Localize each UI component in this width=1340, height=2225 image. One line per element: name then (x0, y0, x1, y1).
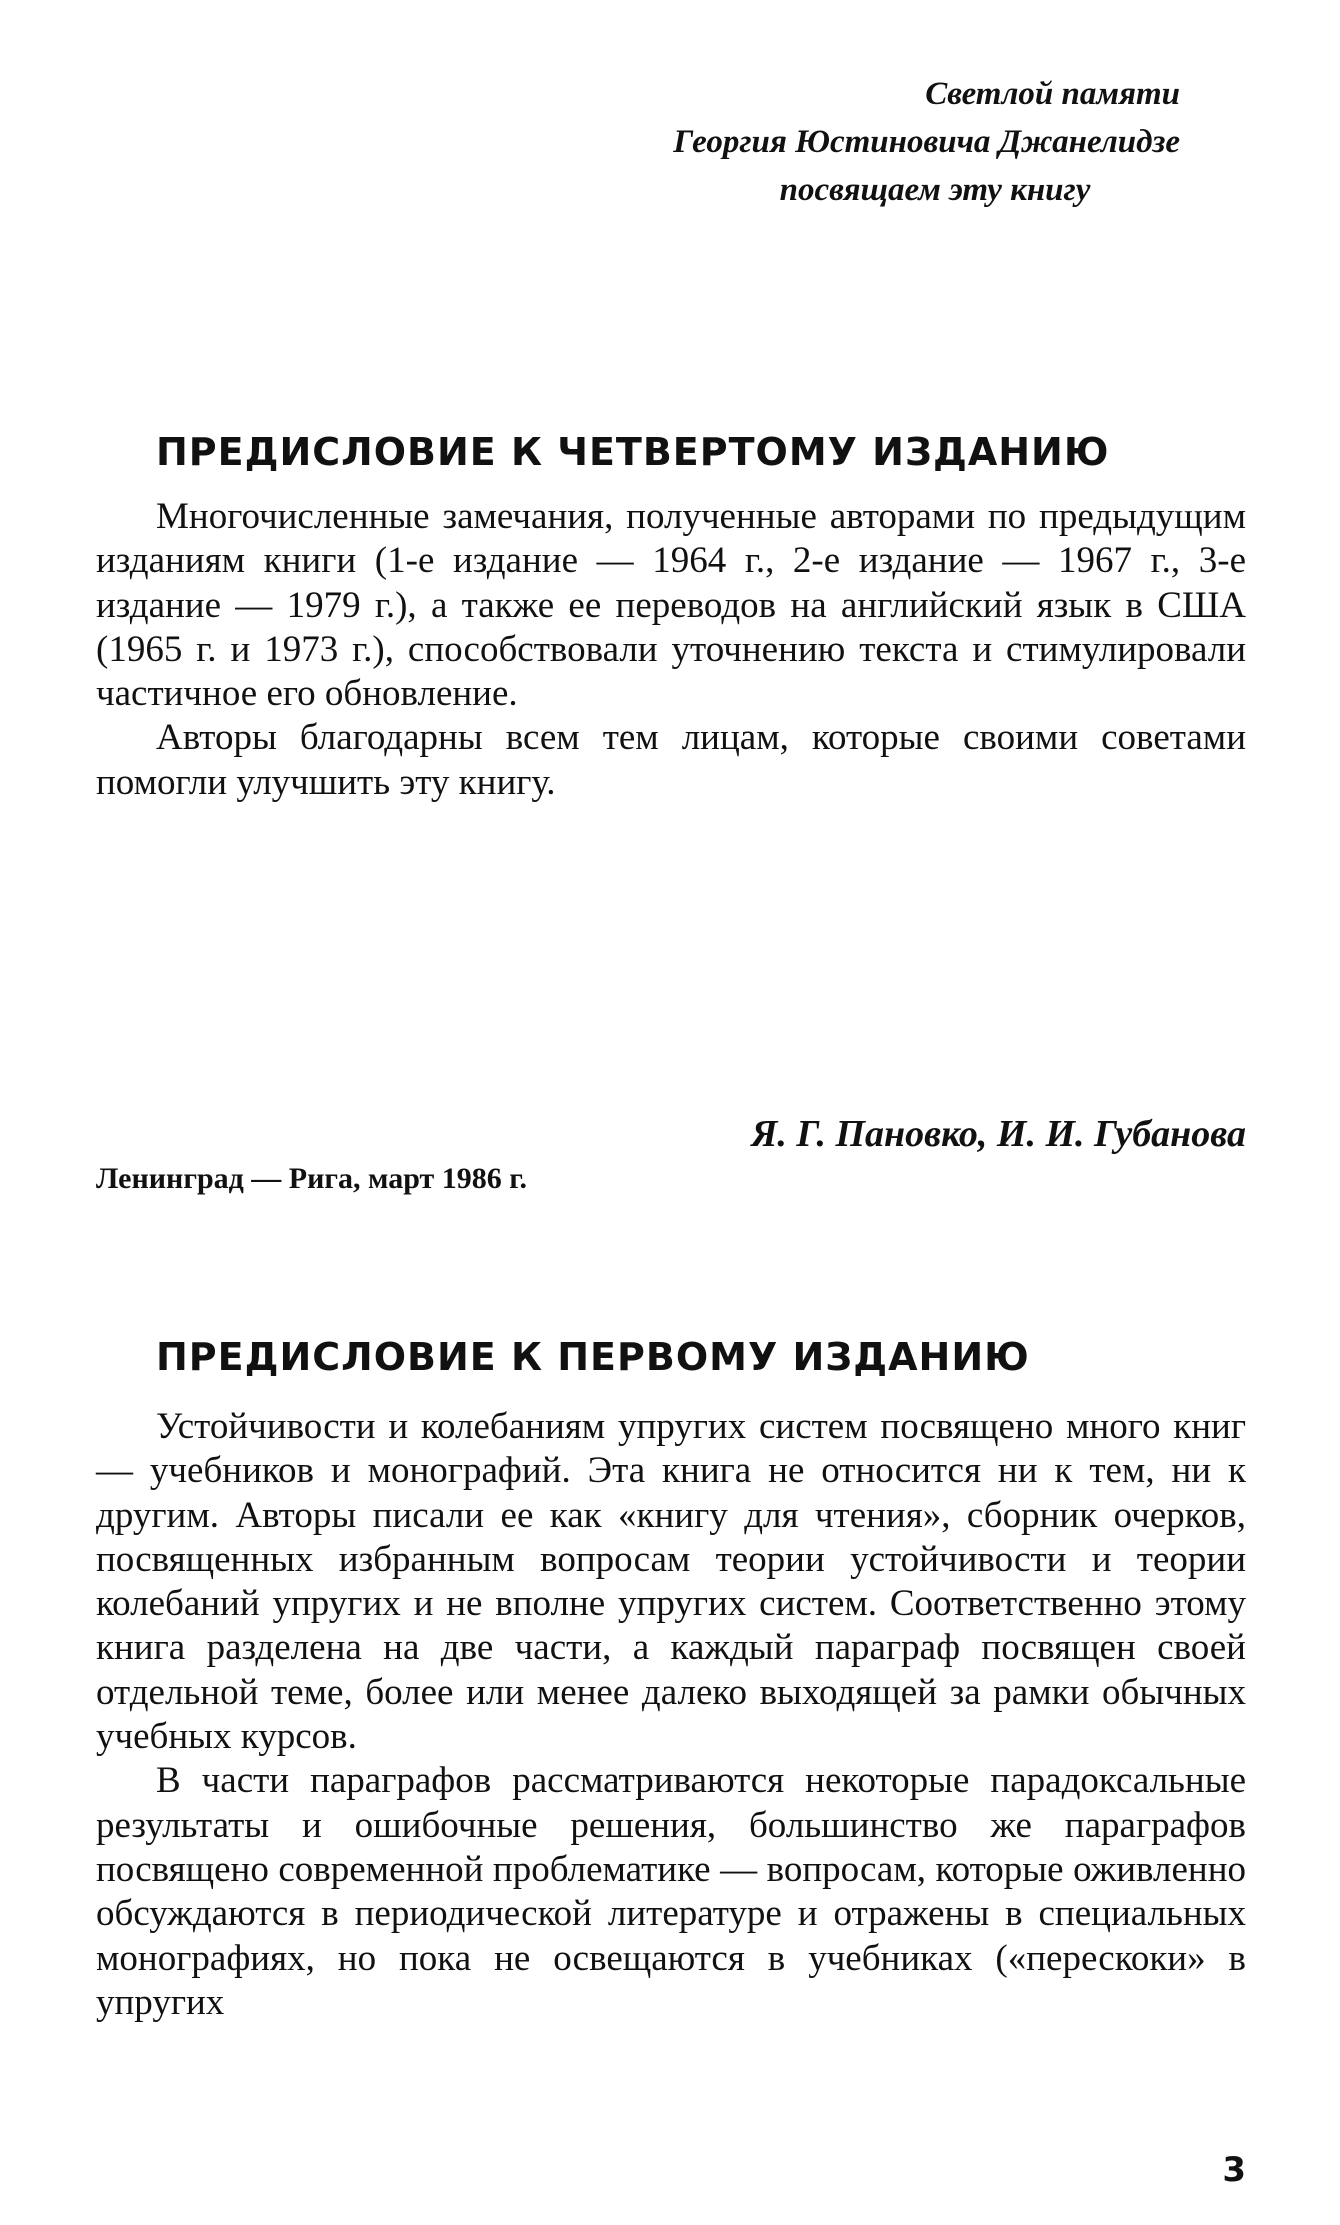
dedication-line-1: Светлой памяти (925, 76, 1180, 112)
preface-1-paragraph-1: Устойчивости и колебаниям упругих систем посвящено много книг — учебников и монографий. Эта книга не относится ни к тем, ни к другим. Авторы писали ее как «книгу для чтения», сборник очерков, посвященных избранным вопросам теории устойчивости и теории колебаний упругих и не вполне упругих систем. Соответственно этому книга разделена на две части, а каждый параграф посвящен своей отдельной теме, более или менее далеко выходящей за рамки обычных учебных курсов. (96, 1406, 1246, 1758)
preface-1-body (96, 1405, 1246, 2025)
page-number: 3 (1222, 2150, 1246, 2190)
preface-1-paragraph-2: В части параграфов рассматриваются некоторые парадоксальные результаты и ошибочные решения, большинство же параграфов посвящено современной проблематике — вопросам, которые оживленно обсуждаются в периодической литературе и отражены в специальных монографиях, но пока не освещаются в учебниках («перескоки» в упругих (96, 1760, 1246, 2023)
dedication (480, 70, 1180, 214)
preface-1-heading: ПРЕДИСЛОВИЕ К ПЕРВОМУ ИЗДАНИЮ (156, 1335, 1030, 1379)
preface-4-heading: ПРЕДИСЛОВИЕ К ЧЕТВЕРТОМУ ИЗДАНИЮ (156, 430, 1110, 474)
place-date: Ленинград — Рига, март 1986 г. (96, 1162, 528, 1195)
dedication-line-2: Георгия Юстиновича Джанелидзе (673, 124, 1180, 160)
preface-4-body (96, 495, 1246, 805)
preface-4-paragraph-1: Многочисленные замечания, полученные авторами по предыдущим изданиям книги (1-е издание — 1964 г., 2-е издание — 1967 г., 3-е издание — 1979 г.), а также ее переводов на английский язык в США (1965 г. и 1973 г.), способствовали уточнению текста и стимулировали частичное его обновление. (96, 496, 1246, 715)
preface-4-paragraph-2: Авторы благодарны всем тем лицам, которые своими советами помогли улучшить эту книгу. (96, 717, 1246, 803)
authors-signature: Я. Г. Пановко, И. И. Губанова (751, 1113, 1246, 1155)
dedication-line-3: посвящаем эту книгу (779, 172, 1091, 208)
